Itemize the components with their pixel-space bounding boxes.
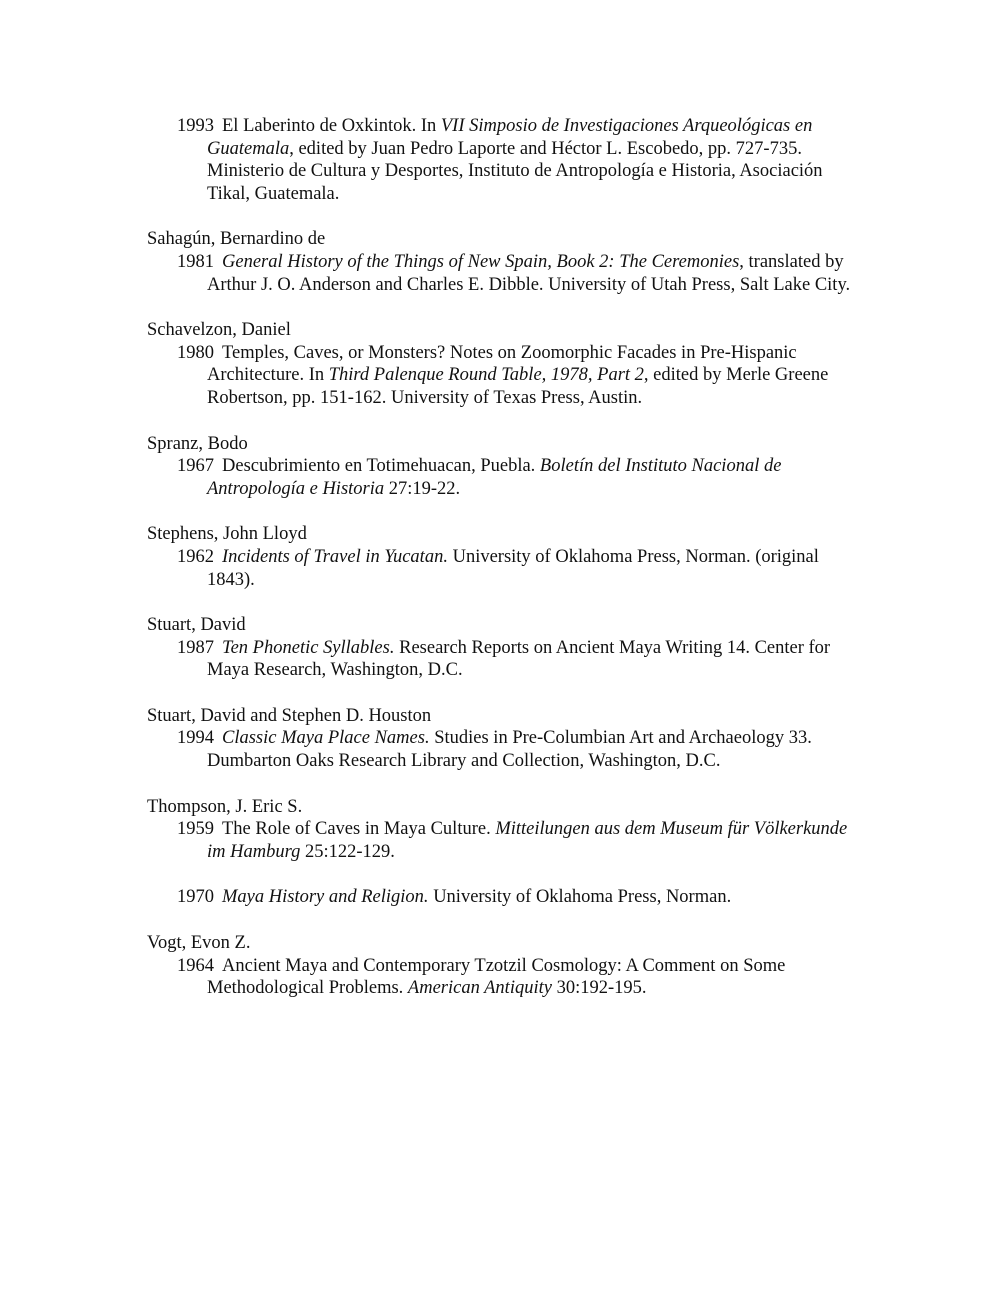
reference-author: Thompson, J. Eric S. <box>147 796 303 817</box>
reference-title-italic: American Antiquity <box>407 978 552 999</box>
reference-author: Vogt, Evon Z. <box>147 933 251 954</box>
reference-author: Stuart, David and Stephen D. Houston <box>147 705 432 726</box>
reference-entry <box>147 727 867 772</box>
reference-text: 30:192-195. <box>551 978 647 999</box>
reference-author: Sahagún, Bernardino de <box>147 229 326 250</box>
reference-title-italic: VII Simposio de Investigaciones Arqueológicas en Guatemala <box>207 116 813 159</box>
reference-text: El Laberinto de Oxkintok. In <box>222 116 441 136</box>
entry-spacer <box>147 591 867 614</box>
reference-text: Research Reports on Ancient Maya Writing 14. Center for Maya Research, Washington, D.C. <box>207 637 831 681</box>
reference-entry <box>147 955 867 1000</box>
reference-entry <box>147 818 867 863</box>
entry-spacer <box>147 682 867 705</box>
entry-spacer <box>147 410 867 433</box>
entry-spacer <box>147 500 867 523</box>
reference-text: Descubrimiento en Totimehuacan, Puebla. <box>222 456 540 477</box>
reference-text: 27:19-22. <box>384 478 461 499</box>
reference-list <box>147 115 867 1000</box>
entry-spacer <box>147 863 867 886</box>
reference-year: 1993 <box>177 116 214 136</box>
reference-title-italic: Classic Maya Place Names. <box>222 728 430 749</box>
reference-title-italic: Boletín del Instituto Nacional de Antropología e Historia <box>207 456 782 499</box>
entry-spacer <box>147 909 867 932</box>
reference-text: , edited by Merle Greene Robertson, pp. 151-162. University of Texas Press, Austin. <box>207 365 829 408</box>
reference-year: 1962 <box>177 546 214 567</box>
entry-spacer <box>147 296 867 319</box>
reference-text: Temples, Caves, or Monsters? Notes on Zoomorphic Facades in Pre-Hispanic Architecture. In <box>207 342 797 386</box>
reference-title-italic: Maya History and Religion. <box>222 887 429 908</box>
reference-title-italic: General History of the Things of New Spain, Book 2: The Ceremonies <box>222 251 740 272</box>
reference-year: 1981 <box>177 251 214 272</box>
reference-text: , translated by Arthur J. O. Anderson and Charles E. Dibble. University of Utah Press, Salt Lake City. <box>207 251 851 295</box>
reference-entry <box>147 251 867 296</box>
reference-text: 25:122-129. <box>300 841 395 862</box>
reference-year: 1980 <box>177 342 214 363</box>
reference-author: Stephens, John Lloyd <box>147 524 307 545</box>
reference-entry <box>147 886 867 909</box>
reference-year: 1967 <box>177 456 214 477</box>
entry-spacer <box>147 773 867 796</box>
reference-year: 1964 <box>177 955 214 976</box>
reference-entry <box>147 637 867 682</box>
reference-author: Schavelzon, Daniel <box>147 320 291 341</box>
reference-title-italic: Incidents of Travel in Yucatan. <box>222 546 448 567</box>
reference-title-italic: Third Palenque Round Table, 1978, Part 2 <box>328 365 644 386</box>
reference-year: 1994 <box>177 728 214 749</box>
reference-entry <box>147 342 867 410</box>
reference-author: Stuart, David <box>147 615 246 636</box>
reference-year: 1959 <box>177 819 214 840</box>
reference-title-italic: Ten Phonetic Syllables. <box>222 637 395 658</box>
reference-title-italic: Mitteilungen aus dem Museum für Völkerkunde im Hamburg <box>207 819 848 862</box>
reference-text: University of Oklahoma Press, Norman. (original 1843). <box>207 546 819 590</box>
entry-spacer <box>147 205 867 228</box>
bibliography-page <box>147 115 867 1000</box>
reference-entry <box>147 115 867 205</box>
reference-text: , edited by Juan Pedro Laporte and Héctor L. Escobedo, pp. 727-735. Ministerio de Cultura y Desportes, Instituto de Antropología e Historia, Asociación Tikal, Guatemala. <box>207 138 823 204</box>
reference-text: Studies in Pre-Columbian Art and Archaeology 33. Dumbarton Oaks Research Library and Collection, Washington, D.C. <box>207 728 812 772</box>
reference-year: 1970 <box>177 887 214 908</box>
reference-text: Ancient Maya and Contemporary Tzotzil Cosmology: A Comment on Some Methodological Problems. <box>207 955 786 999</box>
reference-entry <box>147 455 867 500</box>
reference-text: University of Oklahoma Press, Norman. <box>428 887 732 908</box>
reference-year: 1987 <box>177 637 214 658</box>
reference-author: Spranz, Bodo <box>147 433 248 454</box>
reference-text: The Role of Caves in Maya Culture. <box>222 819 496 840</box>
reference-entry <box>147 546 867 591</box>
